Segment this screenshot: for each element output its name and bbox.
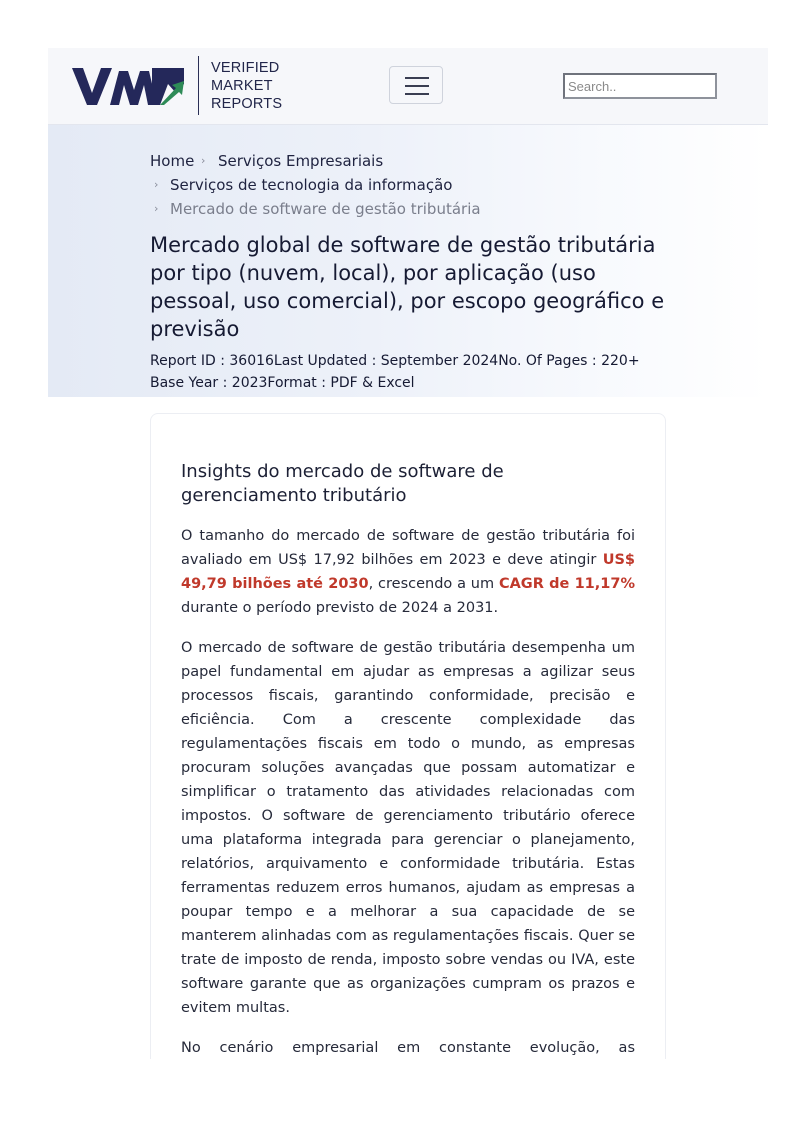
market-value-highlight: US$ 49,79 bilhões até 2030: [181, 552, 635, 592]
chevron-right-icon: ›: [154, 178, 159, 191]
search-input[interactable]: [563, 73, 717, 99]
menu-toggle-button[interactable]: [389, 66, 443, 104]
logo-line-reports: REPORTS: [211, 96, 283, 112]
breadcrumb-home-link[interactable]: Home: [150, 152, 195, 170]
breadcrumb-services-link[interactable]: Serviços Empresariais: [218, 152, 384, 170]
chevron-right-icon: ›: [154, 202, 159, 215]
intro-text-mid: , crescendo a um: [368, 576, 499, 592]
hamburger-icon: [405, 77, 429, 79]
intro-text: O tamanho do mercado de software de gestão tributária foi avaliado em US$ 17,92 bilhões em 2023 e deve atingir: [181, 528, 635, 568]
logo-line-market: MARKET: [211, 78, 273, 94]
article-paragraph-intro: [181, 524, 635, 620]
report-hero: [48, 125, 768, 397]
chevron-right-icon: ›: [201, 154, 206, 167]
article-paragraph-landscape: No cenário empresarial em constante evolução, as: [181, 1040, 635, 1056]
vmr-logo-icon[interactable]: [72, 68, 184, 105]
hamburger-icon-bar: [405, 93, 429, 95]
intro-text-end: durante o período previsto de 2024 a 2031.: [181, 600, 499, 616]
breadcrumb-current: Mercado de software de gestão tributária: [170, 200, 481, 218]
report-meta-line-2: Base Year : 2023Format : PDF & Excel: [150, 375, 415, 391]
site-header: [48, 48, 768, 125]
logo-line-verified: VERIFIED: [211, 60, 280, 76]
report-meta-line-1: Report ID : 36016Last Updated : September 2024No. Of Pages : 220+: [150, 353, 640, 369]
article-heading: Insights do mercado de software de gerenciamento tributário: [181, 461, 504, 506]
breadcrumb-it-services-link[interactable]: Serviços de tecnologia da informação: [170, 176, 453, 194]
cagr-highlight: CAGR de 11,17%: [498, 576, 635, 592]
hamburger-icon-bar: [405, 85, 429, 87]
logo-divider: [198, 56, 199, 115]
page-title: Mercado global de software de gestão tributária por tipo (nuvem, local), por aplicação (uso pessoal, uso comercial), por escopo geográfico e previsão: [150, 233, 665, 341]
article-card: [150, 413, 666, 1059]
logo-wordmark[interactable]: [211, 59, 282, 113]
article-paragraph-overview: O mercado de software de gestão tributária desempenha um papel fundamental em ajudar as empresas a agilizar seus processos fiscais, garantindo conformidade, precisão e eficiência. Com a crescente complexidade das regulamentações fiscais em todo o mundo, as empresas procuram soluções avançadas que possam automatizar e simplificar o tratamento das atividades relacionadas com impostos. O software de gerenciamento tributário oferece uma plataforma integrada para gerenciar o planejamento, relatórios, arquivamento e conformidade tributária. Estas ferramentas reduzem erros humanos, ajudam as empresas a poupar tempo e a melhorar a sua capacidade de se manterem alinhadas com as regulamentações fiscais. Quer se trate de imposto de renda, imposto sobre vendas ou IVA, este software garante que as organizações cumpram os prazos e evitem multas.: [181, 640, 635, 1016]
